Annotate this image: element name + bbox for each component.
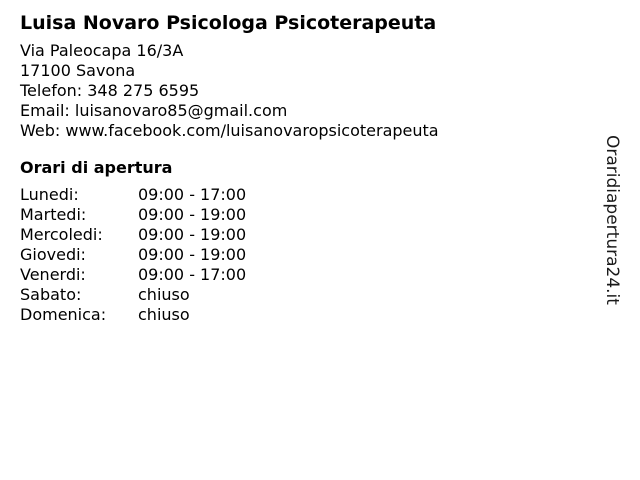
hours-row-martedi	[20, 205, 590, 225]
address-street: Via Paleocapa 16/3A	[20, 41, 184, 60]
web-line: Web: www.facebook.com/luisanovaropsicoterapeuta	[20, 121, 439, 140]
day-label: Mercoledi:	[20, 225, 103, 244]
day-label: Domenica:	[20, 305, 107, 324]
hours-row-sabato	[20, 285, 590, 305]
day-hours: chiuso	[138, 305, 190, 324]
day-hours: 09:00 - 19:00	[138, 205, 247, 224]
business-name: Luisa Novaro Psicologa Psicoterapeuta	[20, 12, 437, 34]
business-card	[20, 9, 590, 325]
hours-row-domenica	[20, 305, 590, 325]
day-label: Venerdi:	[20, 265, 86, 284]
hours-row-venerdi	[20, 265, 590, 285]
day-hours: chiuso	[138, 285, 190, 304]
opening-hours-list	[20, 185, 590, 325]
email-line: Email: luisanovaro85@gmail.com	[20, 101, 288, 120]
site-brand-label: Oraridiapertura24.it	[602, 135, 622, 305]
hours-row-mercoledi	[20, 225, 590, 245]
day-label: Lunedi:	[20, 185, 79, 204]
day-label: Martedi:	[20, 205, 87, 224]
day-hours: 09:00 - 19:00	[138, 225, 247, 244]
opening-hours-heading: Orari di apertura	[20, 158, 173, 177]
day-hours: 09:00 - 17:00	[138, 185, 247, 204]
day-label: Sabato:	[20, 285, 82, 304]
hours-row-giovedi	[20, 245, 590, 265]
address-city: 17100 Savona	[20, 61, 136, 80]
day-label: Giovedi:	[20, 245, 86, 264]
hours-row-lunedi	[20, 185, 590, 205]
phone-line: Telefon: 348 275 6595	[20, 81, 200, 100]
day-hours: 09:00 - 17:00	[138, 265, 247, 284]
day-hours: 09:00 - 19:00	[138, 245, 247, 264]
